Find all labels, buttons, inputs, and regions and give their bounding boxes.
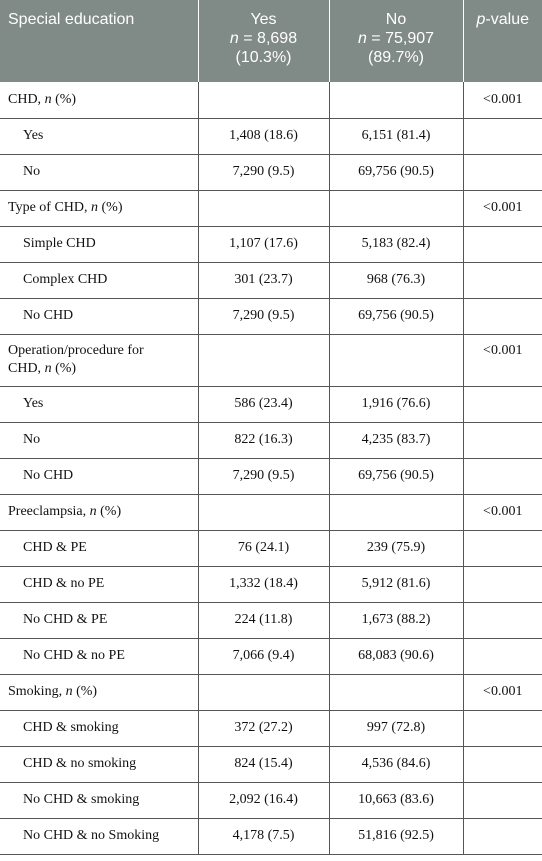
cell-p-value xyxy=(463,154,542,190)
cell-no xyxy=(329,674,463,710)
cell-no: 68,083 (90.6) xyxy=(329,638,463,674)
header-no-n-symbol: n xyxy=(357,30,367,47)
cell-no: 6,151 (81.4) xyxy=(329,118,463,154)
row-label xyxy=(0,334,198,386)
cell-yes: 2,092 (16.4) xyxy=(198,782,329,818)
cell-yes: 1,332 (18.4) xyxy=(198,566,329,602)
row-label: No CHD xyxy=(0,298,198,334)
cell-no: 51,816 (92.5) xyxy=(329,818,463,854)
table-row xyxy=(0,782,542,818)
cell-p-value xyxy=(463,422,542,458)
cell-no: 1,916 (76.6) xyxy=(329,386,463,422)
header-no-percent: (89.7%) xyxy=(367,49,425,66)
row-label xyxy=(0,674,198,710)
header-p-symbol: p xyxy=(476,11,486,28)
row-label: CHD & PE xyxy=(0,530,198,566)
cell-yes: 372 (27.2) xyxy=(198,710,329,746)
cell-p-value: <0.001 xyxy=(463,334,542,386)
row-label: Yes xyxy=(0,386,198,422)
cell-yes xyxy=(198,190,329,226)
table-row xyxy=(0,710,542,746)
table-row xyxy=(0,566,542,602)
row-label: No xyxy=(0,422,198,458)
table-row xyxy=(0,298,542,334)
row-label-end: (%) xyxy=(98,200,123,215)
row-label: No CHD & PE xyxy=(0,602,198,638)
cell-p-value xyxy=(463,782,542,818)
cell-no: 10,663 (83.6) xyxy=(329,782,463,818)
row-label xyxy=(0,494,198,530)
cell-no xyxy=(329,494,463,530)
table-row xyxy=(0,190,542,226)
cell-p-value xyxy=(463,638,542,674)
cell-yes xyxy=(198,674,329,710)
header-special-education: Special education xyxy=(0,0,198,82)
header-no-label: No xyxy=(385,11,407,28)
cell-yes: 7,290 (9.5) xyxy=(198,458,329,494)
table-row xyxy=(0,154,542,190)
cell-yes: 7,066 (9.4) xyxy=(198,638,329,674)
table-row xyxy=(0,458,542,494)
cell-p-value xyxy=(463,530,542,566)
row-label-text: Type of CHD, xyxy=(8,200,92,215)
header-no-n-value: = 75,907 xyxy=(366,30,435,47)
table-row xyxy=(0,818,542,854)
row-label: No CHD xyxy=(0,458,198,494)
cell-yes: 76 (24.1) xyxy=(198,530,329,566)
row-label: CHD & no smoking xyxy=(0,746,198,782)
cell-p-value: <0.001 xyxy=(463,494,542,530)
row-label-n: n xyxy=(65,684,73,699)
cell-p-value xyxy=(463,298,542,334)
row-label: Yes xyxy=(0,118,198,154)
cell-yes: 586 (23.4) xyxy=(198,386,329,422)
cell-p-value xyxy=(463,602,542,638)
cell-no: 4,235 (83.7) xyxy=(329,422,463,458)
cell-p-value xyxy=(463,262,542,298)
header-yes-n-symbol: n xyxy=(229,30,239,47)
header-p-suffix: -value xyxy=(485,11,529,28)
cell-p-value: <0.001 xyxy=(463,674,542,710)
cell-p-value xyxy=(463,818,542,854)
cell-yes xyxy=(198,494,329,530)
row-label-n: n xyxy=(44,91,52,107)
header-yes-n-value: = 8,698 xyxy=(238,30,298,47)
cell-no: 1,673 (88.2) xyxy=(329,602,463,638)
row-label: Complex CHD xyxy=(0,262,198,298)
table-row xyxy=(0,674,542,710)
row-label-n: n xyxy=(89,504,97,519)
cell-no: 69,756 (90.5) xyxy=(329,458,463,494)
cell-no: 968 (76.3) xyxy=(329,262,463,298)
cell-no: 997 (72.8) xyxy=(329,710,463,746)
cell-no xyxy=(329,334,463,386)
row-label-n: n xyxy=(91,200,99,215)
table-row xyxy=(0,386,542,422)
cell-yes: 224 (11.8) xyxy=(198,602,329,638)
cell-p-value xyxy=(463,386,542,422)
table-row xyxy=(0,422,542,458)
row-label-n: n xyxy=(44,360,52,376)
header-yes-percent: (10.3%) xyxy=(235,49,292,66)
header-yes-label: Yes xyxy=(250,11,277,28)
cell-no: 239 (75.9) xyxy=(329,530,463,566)
cell-yes: 824 (15.4) xyxy=(198,746,329,782)
row-label-end: (%) xyxy=(51,360,77,376)
cell-yes xyxy=(198,334,329,386)
cell-no xyxy=(329,82,463,118)
cell-no xyxy=(329,190,463,226)
table-row xyxy=(0,118,542,154)
cell-p-value xyxy=(463,458,542,494)
cell-yes: 4,178 (7.5) xyxy=(198,818,329,854)
table-row xyxy=(0,226,542,262)
cell-yes: 7,290 (9.5) xyxy=(198,298,329,334)
row-label: CHD & no PE xyxy=(0,566,198,602)
row-label-end: (%) xyxy=(96,504,122,519)
row-label-text-line2: CHD, xyxy=(8,360,45,376)
header-no xyxy=(329,0,463,82)
table-row xyxy=(0,638,542,674)
cell-p-value: <0.001 xyxy=(463,190,542,226)
row-label-text: Operation/procedure for xyxy=(8,342,144,358)
row-label: No CHD & no PE xyxy=(0,638,198,674)
cell-yes: 822 (16.3) xyxy=(198,422,329,458)
table-row xyxy=(0,602,542,638)
header-row xyxy=(0,0,542,82)
row-label-text: CHD, xyxy=(8,91,45,107)
row-label-end: (%) xyxy=(51,91,77,107)
row-label-text: Smoking, xyxy=(8,684,66,699)
cell-no: 69,756 (90.5) xyxy=(329,154,463,190)
cell-p-value: <0.001 xyxy=(463,82,542,118)
table-row xyxy=(0,530,542,566)
table-row xyxy=(0,494,542,530)
cell-no: 69,756 (90.5) xyxy=(329,298,463,334)
cell-p-value xyxy=(463,566,542,602)
cell-no: 5,912 (81.6) xyxy=(329,566,463,602)
cell-yes xyxy=(198,82,329,118)
row-label xyxy=(0,190,198,226)
table-row xyxy=(0,334,542,386)
header-p-value xyxy=(463,0,542,82)
row-label: CHD & smoking xyxy=(0,710,198,746)
row-label: No CHD & no Smoking xyxy=(0,818,198,854)
cell-no: 4,536 (84.6) xyxy=(329,746,463,782)
cell-yes: 1,408 (18.6) xyxy=(198,118,329,154)
cell-yes: 301 (23.7) xyxy=(198,262,329,298)
table-row xyxy=(0,262,542,298)
table-row xyxy=(0,82,542,118)
cell-yes: 7,290 (9.5) xyxy=(198,154,329,190)
header-yes xyxy=(198,0,329,82)
row-label xyxy=(0,82,198,118)
cell-p-value xyxy=(463,118,542,154)
row-label-end: (%) xyxy=(72,684,98,699)
row-label: No xyxy=(0,154,198,190)
row-label: Simple CHD xyxy=(0,226,198,262)
cell-p-value xyxy=(463,710,542,746)
cell-yes: 1,107 (17.6) xyxy=(198,226,329,262)
cell-no: 5,183 (82.4) xyxy=(329,226,463,262)
row-label-text: Preeclampsia, xyxy=(8,504,90,519)
row-label: No CHD & smoking xyxy=(0,782,198,818)
cell-p-value xyxy=(463,746,542,782)
cell-p-value xyxy=(463,226,542,262)
table-row xyxy=(0,746,542,782)
